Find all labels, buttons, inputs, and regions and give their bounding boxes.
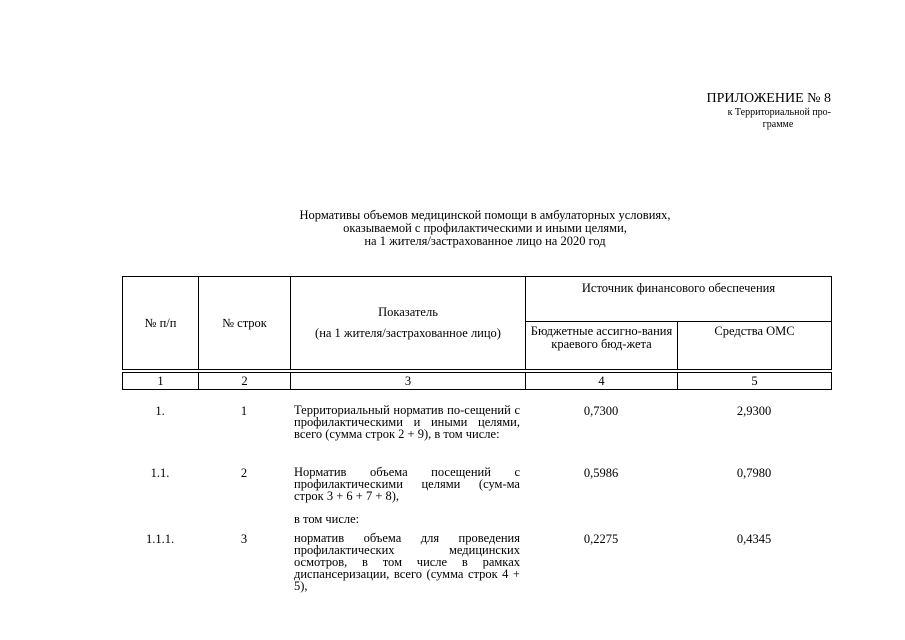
row-budget: 0,2275 bbox=[583, 532, 619, 546]
row-budget: 0,7300 bbox=[583, 404, 619, 418]
header-indicator-title: Показатель bbox=[378, 305, 438, 319]
header-colnum-1: 1 bbox=[123, 373, 199, 390]
appendix-block bbox=[681, 91, 831, 131]
document-title-line2: оказываемой с профилактическими и иными целями, bbox=[343, 221, 627, 235]
row-budget: 0,5986 bbox=[583, 466, 619, 480]
header-oms: Средства ОМС bbox=[678, 322, 832, 370]
document-title-line1: Нормативы объемов медицинской помощи в амбулаторных условиях, bbox=[299, 208, 671, 222]
header-colnum-3: 3 bbox=[291, 373, 526, 390]
header-budget: Бюджетные ассигно-вания краевого бюд-жета bbox=[526, 322, 678, 370]
row-num: 1.1.1. bbox=[145, 532, 175, 546]
row-line: 3 bbox=[240, 532, 248, 546]
header-line-number: № строк bbox=[199, 277, 291, 370]
appendix-subtitle-line2: грамме bbox=[762, 119, 794, 130]
document-title bbox=[180, 209, 790, 248]
header-colnum-2: 2 bbox=[199, 373, 291, 390]
row-oms: 0,4345 bbox=[736, 532, 772, 546]
row-oms: 0,7980 bbox=[736, 466, 772, 480]
header-source: Источник финансового обеспечения bbox=[526, 277, 832, 322]
header-indicator bbox=[291, 277, 526, 370]
header-indicator-sub: (на 1 жителя/застрахованное лицо) bbox=[315, 326, 501, 340]
row-indicator: Норматив объема посещений с профилактическими целями (сум-ма строк 3 + 6 + 7 + 8), bbox=[294, 465, 520, 503]
header-colnum-4: 4 bbox=[526, 373, 678, 390]
header-num: № п/п bbox=[123, 277, 199, 370]
row-num: 1. bbox=[155, 404, 165, 418]
header-colnum-5: 5 bbox=[678, 373, 832, 390]
row-indicator: Территориальный норматив по-сещений с профилактическими и иными целями, всего (сумма строк 2 + 9), в том числе: bbox=[294, 403, 520, 441]
table-header bbox=[122, 276, 832, 390]
row-num: 1.1. bbox=[150, 466, 170, 480]
row-indicator-note: в том числе: bbox=[294, 512, 360, 526]
document-title-line3: на 1 жителя/застрахованное лицо на 2020 год bbox=[364, 234, 606, 248]
row-line: 2 bbox=[240, 466, 248, 480]
appendix-title: ПРИЛОЖЕНИЕ № 8 bbox=[706, 91, 831, 106]
row-indicator: норматив объема для проведения профилактических медицинских осмотров, в том числе в рамках диспансеризации, всего (сумма строк 4 + 5), bbox=[294, 531, 520, 593]
appendix-subtitle-line1: к Территориальной про- bbox=[727, 107, 831, 118]
row-oms: 2,9300 bbox=[736, 404, 772, 418]
row-line: 1 bbox=[240, 404, 248, 418]
